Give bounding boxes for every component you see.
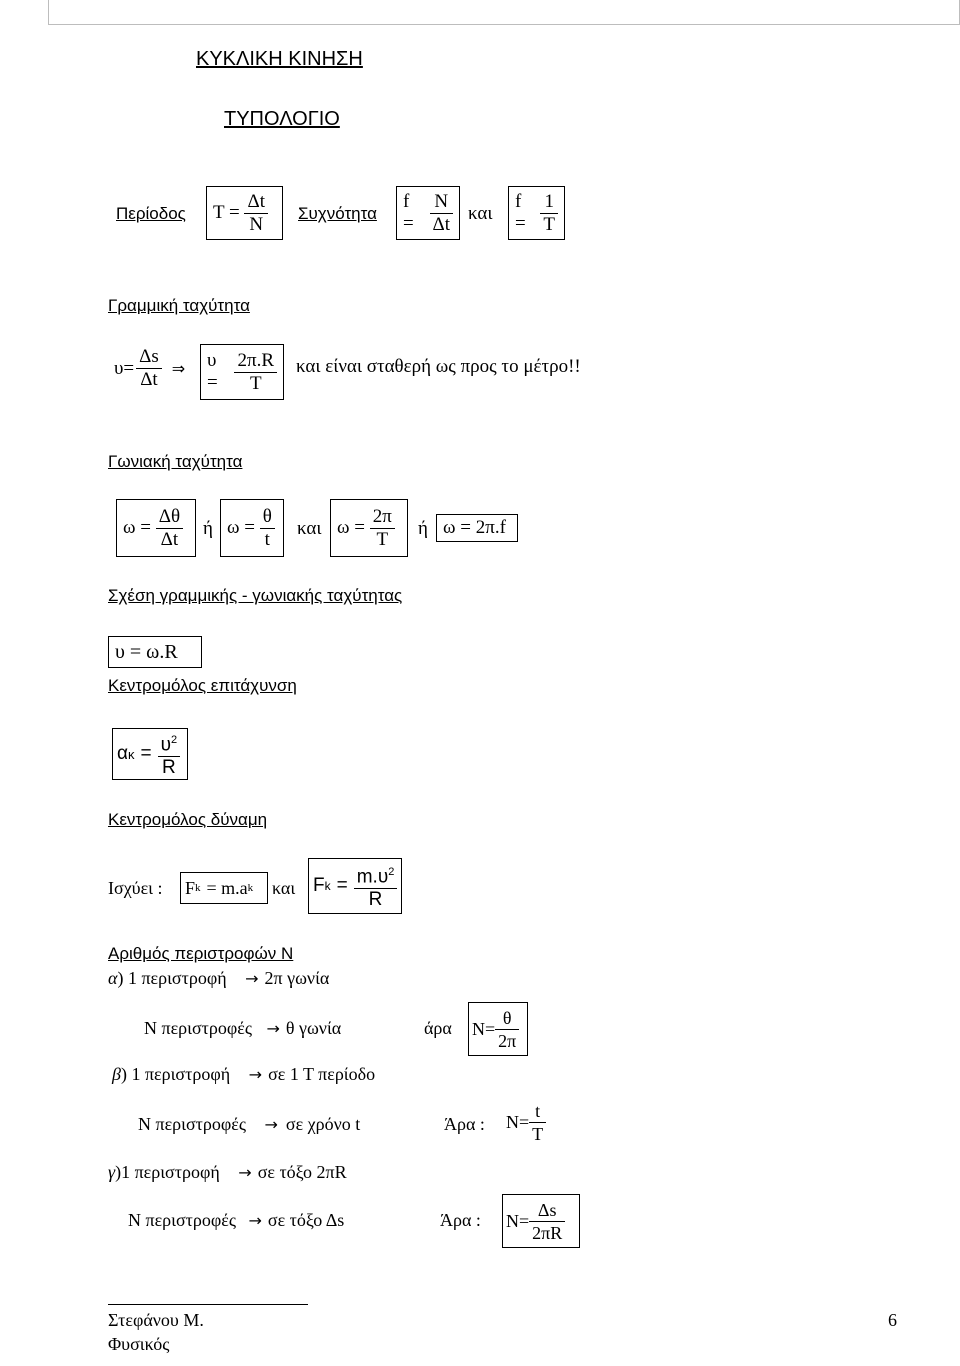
angular-velocity-heading: Γωνιακή ταχύτητα: [108, 452, 243, 471]
revolutions-heading: Αριθμός περιστροφών Ν: [108, 944, 294, 963]
rev-a-line2: Ν περιστροφές → θ γωνία: [144, 1018, 342, 1038]
rev-c-result-box: Ν= $\frac{\Delta s}{2\pi R}$: [502, 1194, 580, 1248]
or-text-2: ή: [418, 518, 428, 539]
holds-prefix: Ισχύει :: [108, 878, 163, 898]
rev-c-line2: Ν περιστροφές → σε τόξο Δs: [128, 1210, 345, 1230]
linear-velocity-box: υ = $\frac{2\pi.R}{T}$: [200, 344, 284, 400]
page-subtitle: ΤΥΠΟΛΟΓΙΟ: [224, 108, 340, 130]
relation-formula-box: υ = ω.R: [108, 636, 202, 668]
linear-velocity-note: και είναι σταθερή ως προς το μέτρο!!: [296, 356, 581, 377]
period-formula-box: [206, 186, 283, 240]
centripetal-force-heading: Κεντρομόλος δύναμη: [108, 810, 268, 829]
centripetal-acceleration-heading: Κεντρομόλος επιτάχυνση: [108, 676, 297, 695]
angular-formula1-box: ω = $\frac{\Delta\theta}{\Delta t}$: [116, 499, 196, 557]
rev-a-result-box: Ν= $\frac{\theta}{2\pi}$: [468, 1002, 528, 1056]
page-top-frame: [48, 0, 960, 25]
page-number: 6: [888, 1310, 897, 1330]
period-label: Περίοδος: [116, 204, 186, 223]
frequency2-fraction: $\frac{1}{T}$: [540, 191, 558, 236]
rev-c-therefore: Άρα :: [440, 1210, 481, 1230]
footer-divider: [108, 1304, 308, 1305]
angular-formula2-box: ω = $\frac{\theta}{t}$: [220, 499, 284, 557]
footer-author: Στεφάνου Μ.: [108, 1310, 204, 1330]
linear-velocity-heading: Γραμμική ταχύτητα: [108, 296, 250, 315]
rev-a-line1: α) 1 περιστροφή → 2π γωνία: [108, 968, 330, 988]
period-lhs: T =: [213, 202, 240, 223]
rev-b-line1: β) 1 περιστροφή → σε 1 Τ περίοδο: [112, 1064, 376, 1084]
footer-role: Φυσικός: [108, 1334, 170, 1354]
page-title: ΚΥΚΛΙΚΗ ΚΙΝΗΣΗ: [196, 48, 363, 70]
force-formula2-box: F k = $\frac{m.\upsilon^2}{R}$: [308, 858, 402, 914]
centripetal-acceleration-box: α κ = $\frac{\upsilon^2}{R}$: [112, 728, 188, 780]
and-text-force: και: [272, 878, 296, 898]
frequency-formula-box: f = $\frac{N}{\Delta t}$: [396, 186, 460, 240]
and-text-angular: και: [297, 518, 322, 539]
rev-b-therefore: Άρα :: [444, 1114, 485, 1134]
rev-c-line1: γ)1 περιστροφή → σε τόξο 2πR: [108, 1162, 347, 1182]
period-fraction: $\frac{\Delta t}{N}$: [244, 191, 268, 236]
angular-formula4-box: ω = 2π.f: [436, 514, 518, 542]
frequency-fraction: $\frac{N}{\Delta t}$: [430, 191, 454, 236]
relation-heading: Σχέση γραμμικής - γωνιακής ταχύτητας: [108, 586, 403, 605]
force-formula1-box: F k = m.a k: [180, 872, 268, 904]
or-text-1: ή: [203, 518, 213, 539]
and-text: και: [468, 203, 493, 224]
linear-velocity-formula: υ= $\frac{\Delta s}{\Delta t}$ ⇒: [114, 346, 186, 390]
angular-formula3-box: ω = $\frac{2\pi}{T}$: [330, 499, 408, 557]
rev-b-result: Ν= $\frac{t}{T}$: [506, 1100, 546, 1145]
rev-a-therefore: άρα: [424, 1018, 452, 1038]
frequency-formula2-box: f = $\frac{1}{T}$: [508, 186, 565, 240]
rev-b-line2: Ν περιστροφές → σε χρόνο t: [138, 1114, 361, 1134]
frequency-label: Συχνότητα: [298, 204, 377, 223]
